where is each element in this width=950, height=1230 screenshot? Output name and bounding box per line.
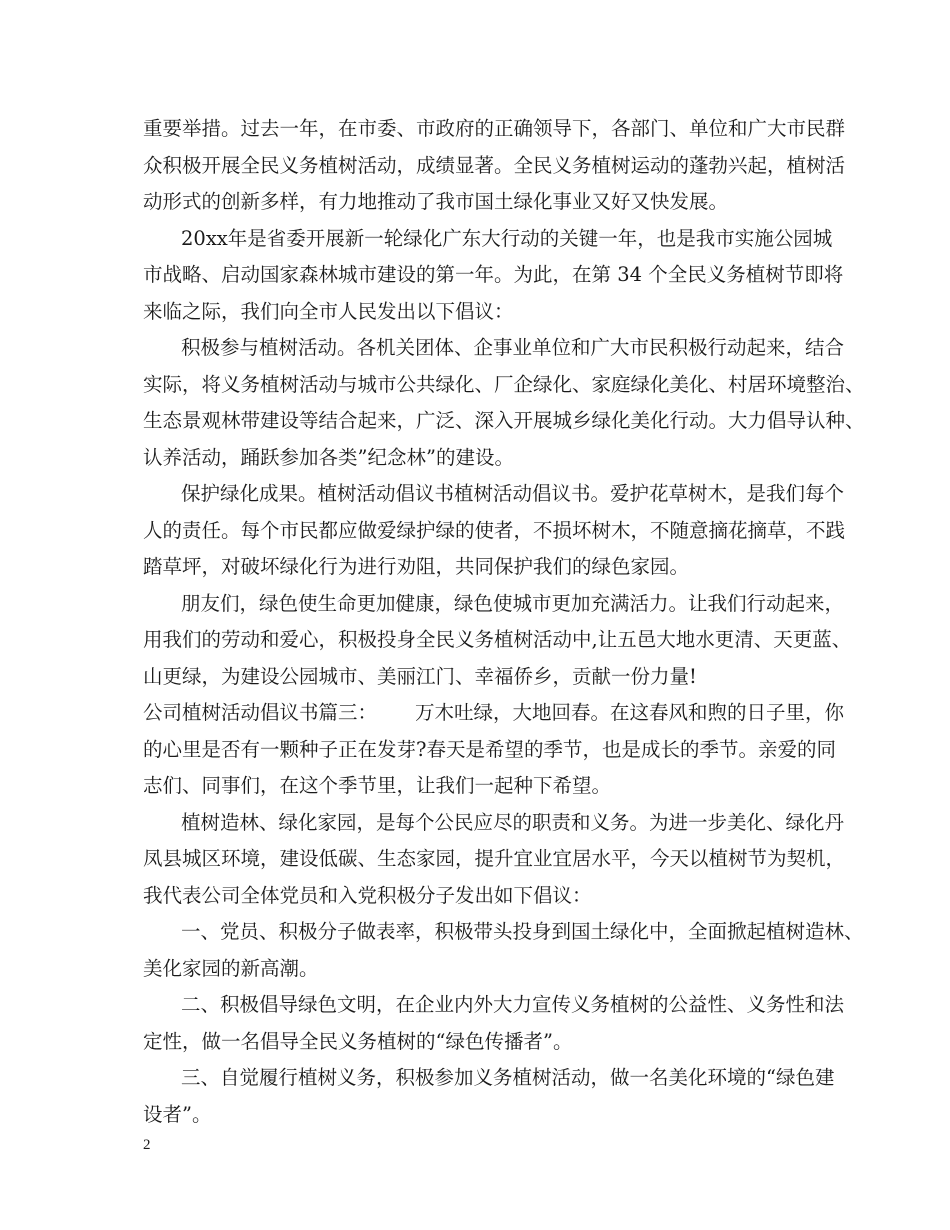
text-line: 实际，将义务植树活动与城市公共绿化、厂企绿化、家庭绿化美化、村居环境整治、 [143,372,865,396]
text-line: 一、党员、积极分子做表率，积极带头投身到国土绿化中，全面掀起植树造林、 [181,920,864,943]
text-line: 市战略、启动国家森林城市建设的第一年。为此，在第 34 个全民义务植树节即将 [143,263,844,286]
text-line: 凤县城区环境，建设低碳、生态家园，提升宜业宜居水平，今天以植树节为契机， [143,847,846,870]
section-heading: 公司植树活动倡议书篇三： [143,701,378,724]
text-line: 设者”。 [143,1102,212,1126]
text-line: 积极参与植树活动。各机关团体、企事业单位和广大市民积极行动起来，结合 [181,336,845,359]
text-line: 二、积极倡导绿色文明，在企业内外大力宣传义务植树的公益性、义务性和法 [181,993,845,1016]
text-line: 动形式的创新多样，有力地推动了我市国土绿化事业又好又快发展。 [143,190,729,213]
text-line: 众积极开展全民义务植树活动，成绩显著。全民义务植树运动的蓬勃兴起，植树活 [143,153,846,177]
text-line: 人的责任。每个市民都应做爱绿护绿的使者，不损坏树木，不随意摘花摘草，不践 [143,518,846,542]
text-line: 三、自觉履行植树义务，积极参加义务植树活动，做一名美化环境的“绿色建 [181,1066,835,1089]
text-line: 我代表公司全体党员和入党积极分子发出如下倡议： [143,883,592,907]
text-line: 用我们的劳动和爱心，积极投身全民义务植树活动中,让五邑大地水更清、天更蓝、 [143,628,852,651]
text-line: 志们、同事们，在这个季节里，让我们一起种下希望。 [143,774,612,797]
text-line: 20xx年是省委开展新一轮绿化广东大行动的关键一年，也是我市实施公园城 [181,226,833,250]
text-line: 朋友们，绿色使生命更加健康，绿色使城市更加充满活力。让我们行动起来， [181,591,845,615]
document-body [143,111,865,1133]
page-number: 2 [143,1137,151,1153]
text-line: 植树造林、绿化家园，是每个公民应尽的职责和义务。为进一步美化、绿化丹 [181,810,845,834]
section-opening-text: 万木吐绿，大地回春。在这春风和煦的日子里，你 [415,701,845,724]
text-line: 的心里是否有一颗种子正在发芽?春天是希望的季节，也是成长的季节。亲爱的同 [143,737,836,761]
text-line: 美化家园的新高潮。 [143,956,319,980]
text-line: 保护绿化成果。植树活动倡议书植树活动倡议书。爱护花草树木，是我们每个 [181,482,845,505]
text-line: 定性，做一名倡导全民义务植树的“绿色传播者”。 [143,1029,573,1053]
section-heading-line [143,695,845,732]
text-line: 来临之际，我们向全市人民发出以下倡议： [143,299,514,323]
text-line: 踏草坪，对破坏绿化行为进行劝阻，共同保护我们的绿色家园。 [143,555,690,578]
text-line: 认养活动，踊跃参加各类”纪念林”的建设。 [143,445,514,469]
text-line: 山更绿，为建设公园城市、美丽江门、幸福侨乡，贡献一份力量! [143,664,697,688]
text-line: 重要举措。过去一年，在市委、市政府的正确领导下，各部门、单位和广大市民群 [143,117,846,140]
text-line: 生态景观林带建设等结合起来，广泛、深入开展城乡绿化美化行动。大力倡导认种、 [143,409,865,432]
